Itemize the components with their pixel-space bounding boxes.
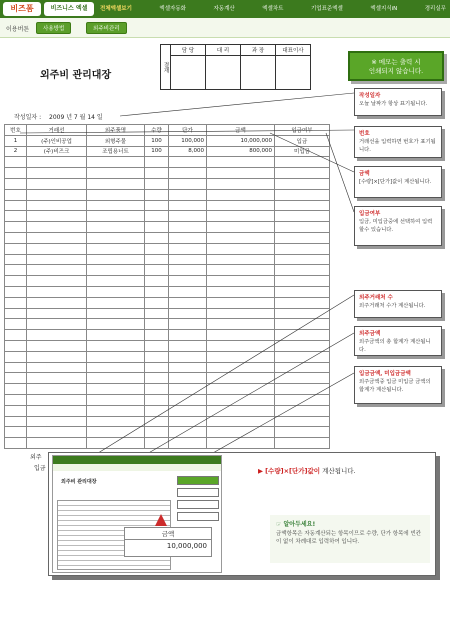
cell-number[interactable]: 1 <box>5 135 27 146</box>
nav-item-excel-knowledge[interactable]: 엑셀지식iN <box>370 6 398 12</box>
zoom-amount-header: 금액 <box>125 528 211 540</box>
col-header-paid-status: 입금여부 <box>275 125 330 136</box>
mini-callout-1 <box>177 488 219 497</box>
col-header-quantity: 수량 <box>145 125 169 136</box>
callout-vendor-count <box>354 290 442 318</box>
cell-unit-price[interactable]: 100,000 <box>169 135 207 146</box>
cell-amount[interactable]: 10,000,000 <box>207 135 275 146</box>
up-arrow-icon <box>154 513 168 527</box>
callout-number-title: 번호 <box>359 131 370 137</box>
callout-amount-body: [수량]×[단가]값이 계산됩니다. <box>359 179 432 185</box>
callout-amount <box>354 166 442 198</box>
mini-callout-2 <box>177 500 219 509</box>
footer-outsourcing-label: 외주 <box>30 454 42 461</box>
cell-quantity[interactable]: 100 <box>145 146 169 157</box>
amount-zoom-cell <box>124 527 212 557</box>
callout-number <box>354 126 442 158</box>
col-header-item: 외주품명 <box>87 125 145 136</box>
business-excel-logo[interactable]: 비즈니스 엑셀 <box>44 2 94 16</box>
formula-highlight: [수량]×[단가]값이 <box>265 467 321 475</box>
callout-paid-status-body: 입금, 미입금중에 선택하여 입력할수 있습니다. <box>359 219 433 233</box>
nav-item-standard-excel[interactable]: 기업표준엑셀 <box>310 6 343 12</box>
callout-vendor-count-title: 외주거래처 수 <box>359 295 393 301</box>
tip-icon: ☞ <box>276 521 282 528</box>
tip-title-text: 알아두세요! <box>283 521 316 528</box>
callout-number-body: 거래선을 입력하면 번호가 표기됩니다. <box>359 139 436 153</box>
outsourcing-manage-button[interactable]: 외주비관리 <box>86 22 127 34</box>
mini-sub-bar <box>53 464 222 471</box>
callout-outsourcing-total-title: 외주금액 <box>359 331 381 337</box>
callout-date-body: 오늘 날짜가 항상 표기됩니다. <box>359 101 428 107</box>
mini-callout-3 <box>177 512 219 521</box>
mini-document-title: 외주비 관리대장 <box>61 479 97 485</box>
callout-vendor-count-body: 외주거래처 수가 계산됩니다. <box>359 303 426 309</box>
approval-col-ceo: 대표이사 <box>276 45 311 56</box>
print-notice-banner <box>348 51 444 81</box>
callout-paid-status <box>354 206 442 246</box>
cell-unit-price[interactable]: 8,000 <box>169 146 207 157</box>
nav-item-excel-chart[interactable]: 엑셀차트 <box>262 6 284 12</box>
notice-line-1: ※ 메모는 출력 시 <box>371 58 421 66</box>
notice-line-2: 인쇄되지 않습니다. <box>368 67 424 75</box>
cell-vendor[interactable]: (주)비즈크 <box>27 146 87 157</box>
tip-body: 금액항목은 자동계산되는 항목이므로 수량, 단가 항목에 빈칸이 없이 차례대로 입력하여 입니다. <box>276 531 422 545</box>
formula-note <box>258 466 356 475</box>
callout-outsourcing-total-body: 외주금액의 총 합계가 계산됩니다. <box>359 339 431 353</box>
cell-vendor[interactable]: (주)인비공업 <box>27 135 87 146</box>
usage-buttons-label: 이용버튼 <box>6 26 30 33</box>
mini-notice <box>177 476 219 485</box>
tip-title <box>276 519 424 528</box>
tip-box <box>270 515 430 563</box>
cell-item[interactable]: 외형주물 <box>87 135 145 146</box>
col-header-unit-price: 단가 <box>169 125 207 136</box>
date-label: 작성일자 : <box>14 114 42 121</box>
nav-item-all-excel[interactable]: 전체엑셀보기 <box>100 6 132 12</box>
formula-rest: 계산됩니다. <box>320 467 356 475</box>
callout-paid-unpaid-total-body: 외주금액중 입금 미입금 금액의 합계가 계산됩니다. <box>359 379 431 393</box>
nav-item-accounting[interactable]: 경리실무 <box>424 6 446 12</box>
callout-date-title: 작성일자 <box>359 93 381 99</box>
nav-item-auto-calc[interactable]: 자동계산 <box>213 6 235 12</box>
approval-side-label: 결재 <box>161 45 171 90</box>
cell-paid-status[interactable]: 입금 <box>275 135 330 146</box>
approval-col-assistant-manager: 대 리 <box>206 45 241 56</box>
zoom-amount-value: 10,000,000 <box>166 542 207 550</box>
callout-paid-status-title: 입금여부 <box>359 211 381 217</box>
formula-arrow-icon: ▶ <box>258 467 263 475</box>
nav-item-excel-automation[interactable]: 엑셀자동화 <box>159 6 186 12</box>
callout-outsourcing-total <box>354 326 442 356</box>
date-value[interactable]: 2009 년 7 월 14 일 <box>49 114 103 121</box>
mini-nav-bar <box>53 456 222 464</box>
footer-payment-label: 입금 <box>34 465 46 472</box>
callout-date <box>354 88 442 116</box>
cell-quantity[interactable]: 100 <box>145 135 169 146</box>
col-header-vendor: 거래선 <box>27 125 87 136</box>
callout-amount-title: 금액 <box>359 171 370 177</box>
callout-paid-unpaid-total-title: 입금금액, 미입금금액 <box>359 371 411 377</box>
cell-amount[interactable]: 800,000 <box>207 146 275 157</box>
col-header-number: 번호 <box>5 125 27 136</box>
document-title: 외주비 관리대장 <box>40 70 112 81</box>
how-to-use-button[interactable]: 사용방법 <box>36 22 71 34</box>
cell-item[interactable]: 조립용너트 <box>87 146 145 157</box>
col-header-amount: 금액 <box>207 125 275 136</box>
approval-col-manager: 과 장 <box>241 45 276 56</box>
cell-number[interactable]: 2 <box>5 146 27 157</box>
bizform-logo[interactable]: 비즈폼 <box>3 2 41 16</box>
cell-paid-status[interactable]: 미입금 <box>275 146 330 157</box>
callout-paid-unpaid-total <box>354 366 442 404</box>
approval-col-staff: 담 당 <box>171 45 206 56</box>
